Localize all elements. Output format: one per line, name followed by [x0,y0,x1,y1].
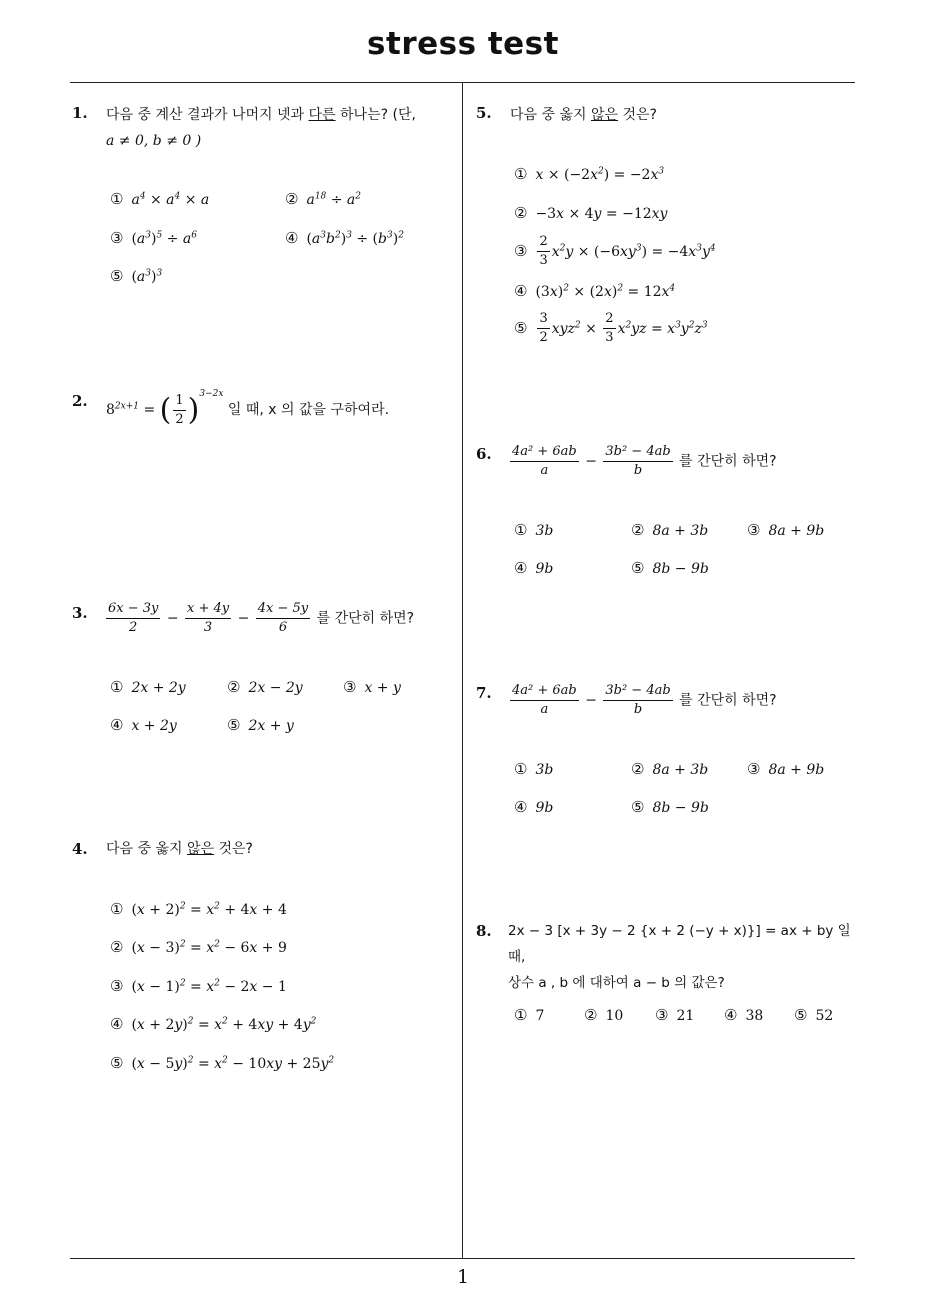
underlined-word: 않은 [590,107,619,123]
option-2[interactable]: ② 10 [584,1006,624,1024]
question-text: 다음 중 계산 결과가 나머지 넷과 다른 하나는? (단, a ≠ 0, b ≠ 0 ) [106,107,416,149]
option-1[interactable]: ① 3b [514,760,554,778]
question-text: $\frac{6x - 3y}{2}$ − $\frac{x + 4y}{3}$ − $\frac{4x - 5y}{6}$ 를 간단히 하면? [108,601,415,635]
option-4[interactable]: ④ 38 [724,1006,764,1024]
question-text: $\frac{\text{4a² + 6ab}}{a}$ − $\frac{\text{3b² − 4ab}}{b}$ 를 간단히 하면? [512,683,777,717]
option-5[interactable]: ⑤ 8b − 9b [631,559,709,577]
underlined-word: 다른 [308,107,336,123]
option-5[interactable]: ⑤ 2x + y [227,716,294,734]
option-1[interactable]: ① 2x + 2y [110,678,186,696]
option-1[interactable]: ① 3b [514,521,554,539]
question-text: 2x − 3 [x + 3y − 2 {x + 2 (−y + x)}] = ax + by 일 때, 상수 a , b 에 대하여 a − b 의 값은? [508,923,851,991]
column-divider [462,83,463,1259]
option-5[interactable]: ⑤ $(a^3)^3$ [110,267,163,285]
option-3[interactable]: ③ 8a + 9b [747,521,825,539]
option-3[interactable]: ③ $\frac{2}{3}$ $x^2y \times (-6xy^3) = -4x^3y^4$ [514,234,716,268]
question-number: 4. [72,840,88,858]
question-number: 8. [476,922,492,940]
option-3[interactable]: ③ x + y [343,678,401,696]
question-number: 6. [476,445,492,463]
option-4[interactable]: ④ 9b [514,798,554,816]
question-text: $8^{2x+1}$ = ( $\frac{1}{2}$ )$^{3-2x}$ 일 때, x 의 값을 구하여라. [106,389,390,428]
option-2[interactable]: ② $(x - 3)^2 = x^2 - 6x + 9$ [110,938,287,956]
option-4[interactable]: ④ $(x + 2y)^2 = x^2 + 4xy + 4y^2$ [110,1015,317,1033]
page-number: 1 [456,1266,470,1288]
option-1[interactable]: ① $a^4 \times a^4 \times a$ [110,190,210,208]
underlined-word: 않은 [186,841,215,857]
option-4[interactable]: ④ $(3x)^2 \times (2x)^2 = 12x^4$ [514,282,676,300]
question-number: 3. [72,604,88,622]
page-title: stress test [367,26,559,62]
question-number: 2. [72,392,88,410]
option-2[interactable]: ② 8a + 3b [631,760,709,778]
option-3[interactable]: ③ 8a + 9b [747,760,825,778]
option-2[interactable]: ② $a^{18} \div a^2$ [285,190,361,208]
question-number: 7. [476,684,492,702]
question-text: 다음 중 옳지 않은 것은? [106,841,253,857]
question-text: 다음 중 옳지 않은 것은? [510,107,657,123]
option-2[interactable]: ② −3x × 4y = −12xy [514,204,668,222]
option-2[interactable]: ② 2x − 2y [227,678,303,696]
option-4[interactable]: ④ $(a^3b^2)^3 \div (b^3)^2$ [285,229,404,247]
option-5[interactable]: ⑤ 8b − 9b [631,798,709,816]
question-number: 1. [72,104,88,122]
question-text: $\frac{\text{4a² + 6ab}}{a}$ − $\frac{\text{3b² − 4ab}}{b}$ 를 간단히 하면? [512,444,777,478]
option-4[interactable]: ④ x + 2y [110,716,177,734]
option-2[interactable]: ② 8a + 3b [631,521,709,539]
bottom-rule [70,1258,855,1259]
question-number: 5. [476,104,492,122]
option-3[interactable]: ③ $(a^3)^5 \div a^6$ [110,229,197,247]
option-5[interactable]: ⑤ $\frac{3}{2}$ xyz$^2$ × $\frac{2}{3}$ $x^2yz = x^3y^2z^3$ [514,311,708,345]
option-1[interactable]: ① $(x + 2)^2 = x^2 + 4x + 4$ [110,900,287,918]
option-4[interactable]: ④ 9b [514,559,554,577]
condition: a ≠ 0, b ≠ 0 ) [106,133,202,149]
option-5[interactable]: ⑤ 52 [794,1006,834,1024]
option-3[interactable]: ③ 21 [655,1006,695,1024]
option-3[interactable]: ③ $(x - 1)^2 = x^2 - 2x - 1$ [110,977,287,995]
option-1[interactable]: ① $x \times (-2x^2) = -2x^3$ [514,165,665,183]
option-1[interactable]: ① 7 [514,1006,545,1024]
option-5[interactable]: ⑤ $(x - 5y)^2 = x^2 - 10xy + 25y^2$ [110,1054,335,1072]
